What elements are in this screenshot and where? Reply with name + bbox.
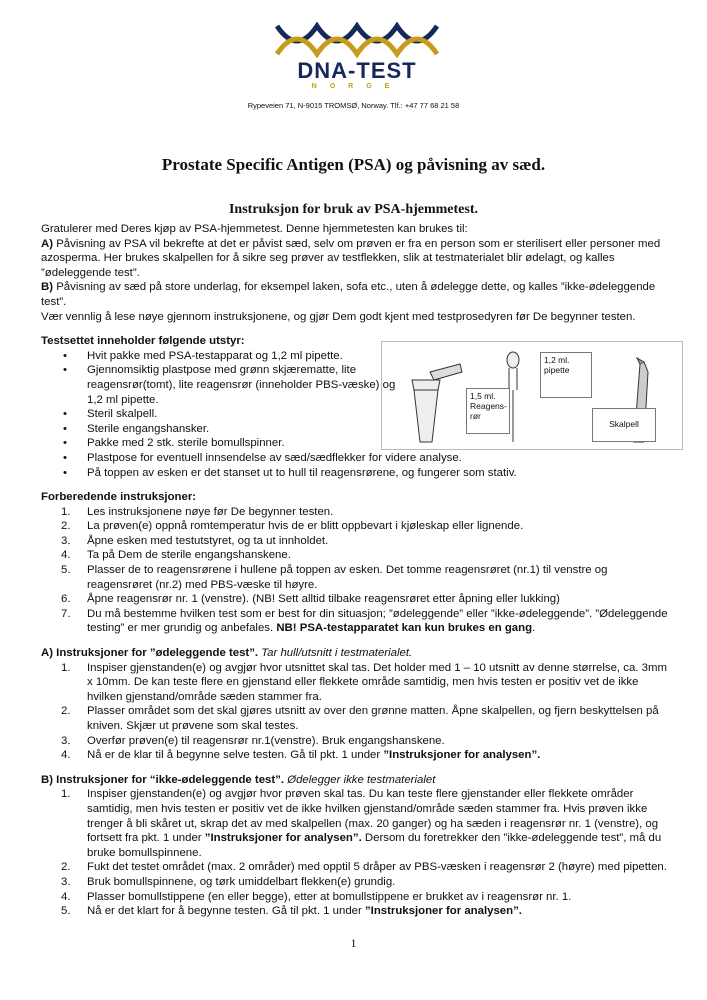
list-item: 2. La prøven(e) oppnå romtemperatur hvis de er blitt oppbevart i kjøleskap eller lignende.: [61, 520, 524, 533]
list-item: 4. Ta på Dem de sterile engangshanskene.: [61, 549, 291, 562]
document-title: Prostate Specific Antigen (PSA) og påvisning av sæd.: [161, 155, 546, 174]
company-address: Rypeveien 71, N-9015 TROMSØ, Norway. Tlf.: +47 77 68 21 58: [247, 101, 460, 110]
list-item: 1. Les instruksjonene nøye før De begynner testen.: [61, 505, 334, 518]
logo-sub-text: NORGE: [311, 83, 403, 90]
company-logo: [272, 22, 442, 100]
list-item: 5. Nå er det klart for å begynne testen. Gå til pkt. 1 under ”Instruksjoner for analysen”.: [61, 905, 522, 918]
list-item: 2. Plasser området som det skal gjøres utsnitt av over den grønne matten. Åpne skalpellen, og fjern beskyttelsen på kniven. Skjær ut prøvene som skal testes.: [61, 705, 659, 732]
intro-paragraph: Gratulerer med Deres kjøp av PSA-hjemmetest. Denne hjemmetesten kan brukes til:: [41, 223, 468, 235]
document-body: [41, 222, 671, 919]
section-a-steps: [41, 661, 671, 763]
list-item: • Steril skalpell.: [41, 407, 407, 422]
list-item: 6. Åpne reagensrør nr. 1 (venstre). (NB! Sett alltid tilbake reagensrøret etter åpning eller lukking): [61, 593, 560, 606]
list-item: • Pakke med 2 stk. sterile bomullspinner.: [41, 436, 671, 451]
intro-option-b: B) Påvisning av sæd på store underlag, for eksempel laken, sofa etc., uten å ødelegge dette, og kalles ”ikke-ødeleggende test”.: [41, 281, 656, 308]
document-subtitle: Instruksjon for bruk av PSA-hjemmetest.: [228, 202, 479, 217]
prep-steps: [41, 505, 671, 636]
section-b-steps: [41, 787, 671, 918]
scalpel-label: Skalpell: [592, 408, 656, 442]
list-item: • Gjennomsiktig plastpose med grønn skjærematte, lite reagensrør(tomt), lite reagensrør (inneholder PBS-væske) og 1,2 ml pipette.: [41, 363, 407, 407]
page-number: 1: [350, 936, 357, 950]
list-item: 3. Åpne esken med testutstyret, og ta ut innholdet.: [61, 534, 329, 547]
list-item: 4. Nå er de klar til å begynne selve testen. Gå til pkt. 1 under ”Instruksjoner for analysen”.: [61, 749, 541, 762]
section-b-heading: B) Instruksjoner for “ikke-ødeleggende test”. Ødelegger ikke testmaterialet: [41, 773, 436, 786]
prep-heading: Forberedende instruksjoner:: [41, 491, 197, 504]
list-item: 3. Bruk bomullspinnene, og tørk umiddelbart flekken(e) grundig.: [61, 875, 396, 888]
list-item: • Sterile engangshansker.: [41, 422, 407, 437]
dna-helix-icon: [272, 22, 442, 58]
list-item: • På toppen av esken er det stanset ut to hull til reagensrørene, og fungerer som stativ.: [41, 466, 671, 481]
list-item: • Plastpose for eventuell innsendelse av sæd/sædflekker for videre analyse.: [41, 451, 671, 466]
equipment-heading: Testsettet inneholder følgende utstyr:: [41, 335, 245, 348]
intro-option-a: A) Påvisning av PSA vil bekrefte at det er påvist sæd, selv om prøven er fra en person som er sterilisert eller personer med azosperma. Her brukes skalpellen for å sikre seg prøver av testflekken, slik at testmaterialet blir ødelagt, og kalles ”ødeleggende test”.: [41, 237, 661, 279]
section-a-heading: A) Instruksjoner for ”ødeleggende test”. Tar hull/utsnitt i testmaterialet.: [41, 647, 413, 660]
list-item: 5. Plasser de to reagensrørene i hullene på toppen av esken. Det tomme reagensrøret (nr.1) til venstre og reagensrøret (nr.2) med PBS-væske til høyre.: [61, 564, 608, 591]
tube-label: 1,5 ml. Reagens- rør: [466, 388, 510, 434]
logo-brand-text: DNA-TEST: [297, 58, 417, 83]
list-item: 7. Du må bestemme hvilken test som er best for din situasjon; ”ødeleggende” eller ”ikke-ødeleggende”. ”Ødeleggende testing” er mer grundig og anbefales. NB! PSA-testapparatet kan kun brukes en gang.: [61, 607, 668, 635]
pipette-label: 1,2 ml. pipette: [540, 352, 592, 398]
list-item: • Hvit pakke med PSA-testapparat og 1,2 ml pipette.: [41, 349, 407, 364]
list-item: 2. Fukt det testet området (max. 2 områder) med opptil 5 dråper av PBS-væsken i reagensrør 2 (høyre) med pipetten.: [61, 861, 667, 874]
list-item: 1. Inspiser gjenstanden(e) og avgjør hvor prøven skal tas. Du kan teste flere gjenstander eller flekkete områder samtidig, men hvis testen er positiv vet de ikke hvilken gjenstand/område sæden stammer fra. Hvis prøven ikke trenger å bli skåret ut, skrap det av med skalpellen (max. 20 ganger) og ha sæden i reagensrør nr. 1 (venstre), og fortsett fra pkt. 1 under ”Instruksjoner for analysen”. Dersom du foretrekker den ”ikke-ødeleggende test”, må du bruke bomullspinnene.: [61, 788, 662, 859]
intro-closing: Vær vennlig å lese nøye gjennom instruksjonene, og gjør Dem godt kjent med testprosedyren før De begynner testen.: [41, 310, 636, 323]
equipment-list: [41, 349, 671, 480]
list-item: 1. Inspiser gjenstanden(e) og avgjør hvor utsnittet skal tas. Det holder med 1 – 10 utsnitt av denne størrelse, ca. 3mm x 10mm. De kan teste flere en gjenstand eller flekkete område samtidig, men hvis testen er positiv vet de ikke hvilken gjenstand/område sæden stammer fra.: [61, 661, 667, 703]
list-item: 4. Plasser bomullstippene (en eller begge), etter at bomullstippene er brukket av i reagensrør nr. 1.: [61, 890, 572, 903]
list-item: 3. Overfør prøven(e) til reagensrør nr.1(venstre). Bruk engangshanskene.: [61, 734, 445, 747]
